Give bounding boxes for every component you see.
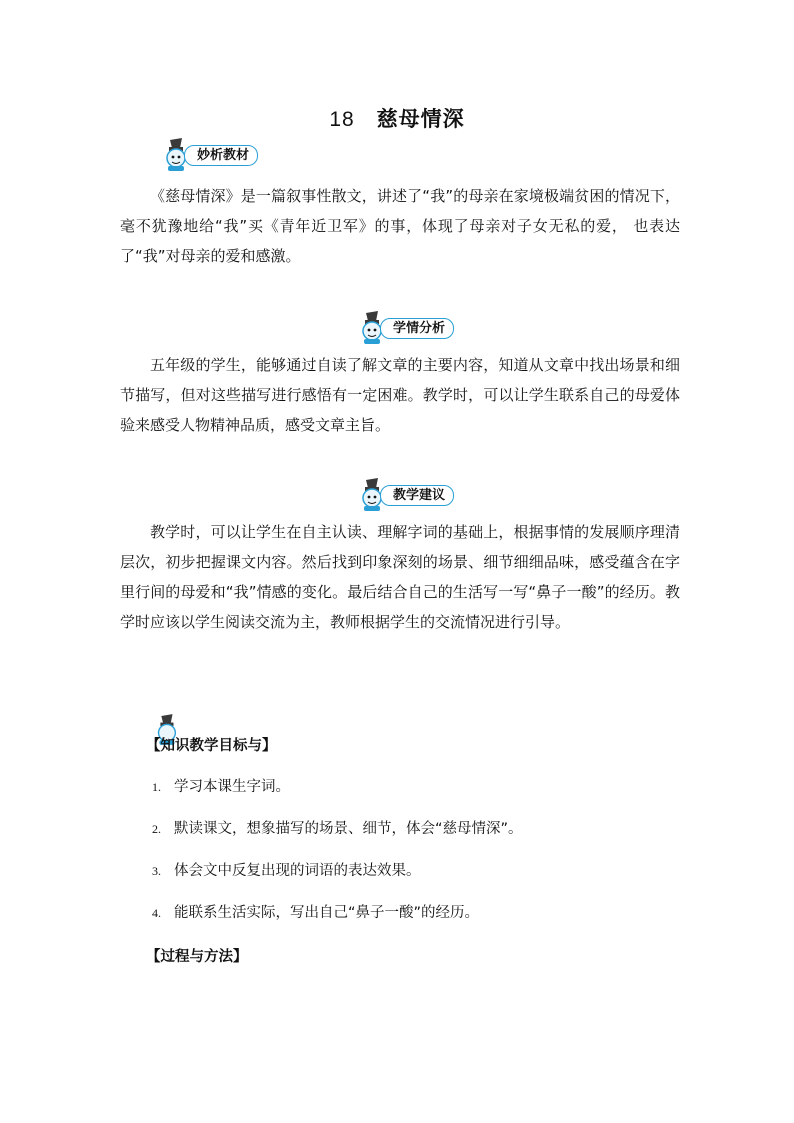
section-label: 学情分析 [380, 318, 454, 339]
students-paragraph: 五年级的学生，能够通过自读了解文章的主要内容，知道从文章中找出场景和细节描写，但对这些描写进行感悟有一定困难。教学时，可以让学生联系自己的母爱体验来感受人物精神品质，感受文章主旨。 [120, 356, 680, 434]
analysis-paragraph: 《慈母情深》是一篇叙事性散文，讲述了“我”的母亲在家境极端贫困的情况下，毫不犹豫地给“我”买《青年近卫军》的事，体现了母亲对子女无私的爱， 也表达了“我”对母亲的爱和感激。 [120, 187, 680, 265]
process-heading: 【过程与方法】 [146, 949, 248, 965]
list-item: 3. 体会文中反复出现的词语的表达效果。 [152, 863, 421, 879]
list-item: 2. 默读课文，想象描写的场景、细节，体会“慈母情深”。 [152, 821, 523, 837]
advice-paragraph: 教学时，可以让学生在自主认读、理解字词的基础上，根据事情的发展顺序理清层次，初步把握课文内容。然后找到印象深刻的场景、细节细细品味，感受蕴含在字里行间的母爱和“我”情感的变化。最后结合自己的生活写一写“鼻子一酸”的经历。教学时应该以学生阅读交流为主，教师根据学生的交流情况进行引导。 [120, 523, 680, 631]
section-label: 教学建议 [380, 485, 454, 506]
list-item: 4. 能联系生活实际，写出自己“鼻子一酸”的经历。 [152, 905, 480, 921]
section-label: 妙析教材 [184, 145, 258, 166]
list-item: 1. 学习本课生字词。 [152, 779, 290, 795]
goals-heading: 【知识教学目标与】 [146, 738, 277, 754]
section-badge-goals [146, 720, 286, 754]
page-title [0, 103, 794, 133]
lesson-title: 慈母情深 [376, 107, 465, 131]
lesson-number: 18 [329, 108, 355, 131]
